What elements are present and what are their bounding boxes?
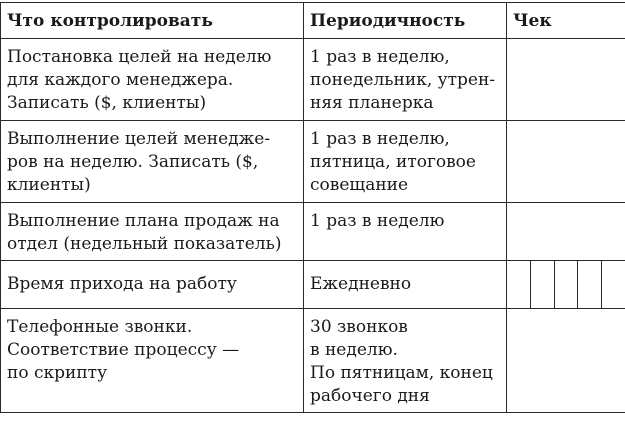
header-what-label: Что контролировать — [7, 11, 213, 31]
what-line: отдел (недельный показатель) — [7, 234, 282, 254]
daily-check-cell — [507, 261, 625, 309]
daily-check-grid — [507, 261, 625, 308]
period-line: в неделю. — [310, 340, 398, 360]
header-what — [1, 3, 304, 39]
what-line: Выполнение целей менедже- — [7, 129, 271, 149]
table-row — [1, 39, 625, 121]
header-row — [1, 3, 625, 39]
period-cell — [304, 121, 507, 203]
what-cell — [1, 121, 304, 203]
check-cell[interactable] — [507, 203, 625, 261]
daily-check-box[interactable] — [530, 261, 554, 308]
what-line: ров на неделю. Записать ($, — [7, 152, 259, 172]
header-period — [304, 3, 507, 39]
table-row — [1, 309, 625, 413]
period-line: По пятницам, конец — [310, 363, 493, 383]
what-line: Выполнение плана продаж на — [7, 211, 280, 231]
what-cell — [1, 39, 304, 121]
table-row — [1, 203, 625, 261]
daily-check-box[interactable] — [554, 261, 578, 308]
period-cell — [304, 309, 507, 413]
header-check-label: Чек — [513, 11, 552, 31]
what-line: Телефонные звонки. — [7, 317, 193, 337]
period-line: 1 раз в неделю — [310, 211, 445, 231]
check-cell[interactable] — [507, 309, 625, 413]
what-line: для каждого менеджера. — [7, 70, 234, 90]
check-cell[interactable] — [507, 39, 625, 121]
period-line: няя планерка — [310, 93, 434, 113]
what-line: Постановка целей на неделю — [7, 47, 272, 67]
what-line: Время прихода на работу — [7, 274, 237, 294]
what-line: Соответствие процессу — — [7, 340, 240, 360]
period-line: рабочего дня — [310, 386, 430, 406]
what-line: Записать ($, клиенты) — [7, 93, 207, 113]
table-row — [1, 261, 625, 309]
period-cell — [304, 39, 507, 121]
table-row — [1, 121, 625, 203]
what-cell — [1, 309, 304, 413]
period-line: 30 звонков — [310, 317, 408, 337]
period-line: Ежедневно — [310, 274, 412, 294]
what-line: по скрипту — [7, 363, 108, 383]
control-table — [0, 2, 625, 413]
header-period-label: Периодичность — [310, 11, 466, 31]
period-cell — [304, 203, 507, 261]
period-line: совещание — [310, 175, 409, 195]
what-cell — [1, 261, 304, 309]
daily-check-box[interactable] — [577, 261, 601, 308]
header-check — [507, 3, 625, 39]
period-line: понедельник, утрен- — [310, 70, 496, 90]
what-cell — [1, 203, 304, 261]
daily-check-box[interactable] — [507, 261, 530, 308]
what-line: клиенты) — [7, 175, 91, 195]
period-line: 1 раз в неделю, — [310, 47, 450, 67]
period-cell — [304, 261, 507, 309]
period-line: пятница, итоговое — [310, 152, 476, 172]
daily-check-box[interactable] — [601, 261, 625, 308]
period-line: 1 раз в неделю, — [310, 129, 450, 149]
check-cell[interactable] — [507, 121, 625, 203]
